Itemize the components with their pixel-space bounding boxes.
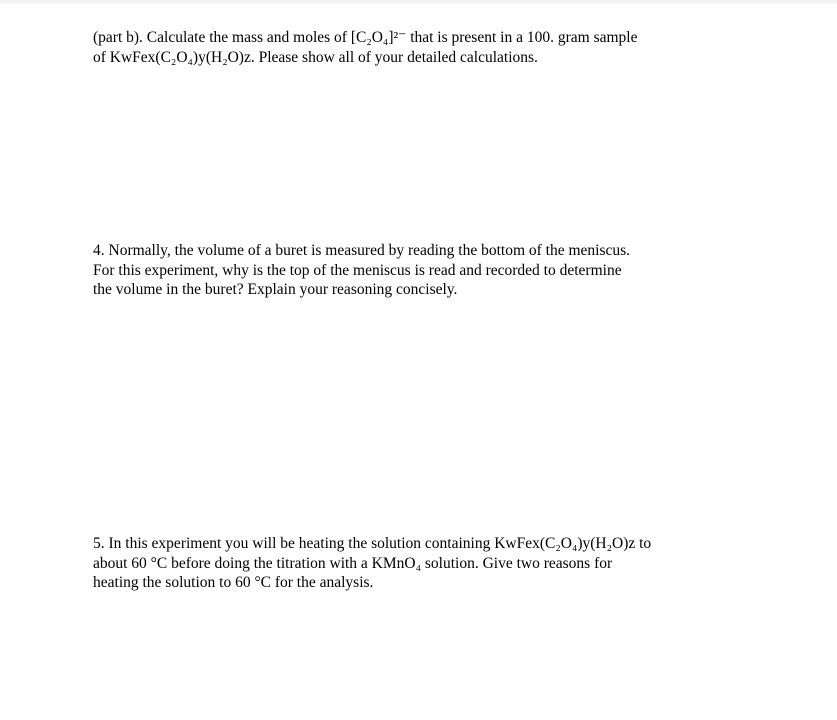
question-part-b-line-2: of KwFex(C₂O₄)y(H₂O)z. Please show all of your detailed calculations.	[93, 48, 538, 66]
question-5	[93, 534, 723, 593]
question-5-line-2: about 60 °C before doing the titration with a KMnO₄ solution. Give two reasons for	[93, 554, 613, 572]
question-part-b	[93, 28, 723, 67]
question-5-line-1: 5. In this experiment you will be heating the solution containing KwFex(C₂O₄)y(H₂O)z to	[93, 535, 652, 552]
top-divider	[0, 0, 837, 3]
question-4	[93, 241, 723, 300]
question-5-line-3: heating the solution to 60 °C for the analysis.	[93, 574, 374, 591]
question-4-line-2: For this experiment, why is the top of the meniscus is read and recorded to determine	[93, 261, 622, 279]
question-4-line-3: the volume in the buret? Explain your reasoning concisely.	[93, 281, 458, 298]
question-part-b-line-1: (part b). Calculate the mass and moles of [C₂O₄]²⁻ that is present in a 100. gram sample	[93, 29, 638, 46]
question-4-line-1: 4. Normally, the volume of a buret is measured by reading the bottom of the meniscus.	[93, 242, 631, 259]
